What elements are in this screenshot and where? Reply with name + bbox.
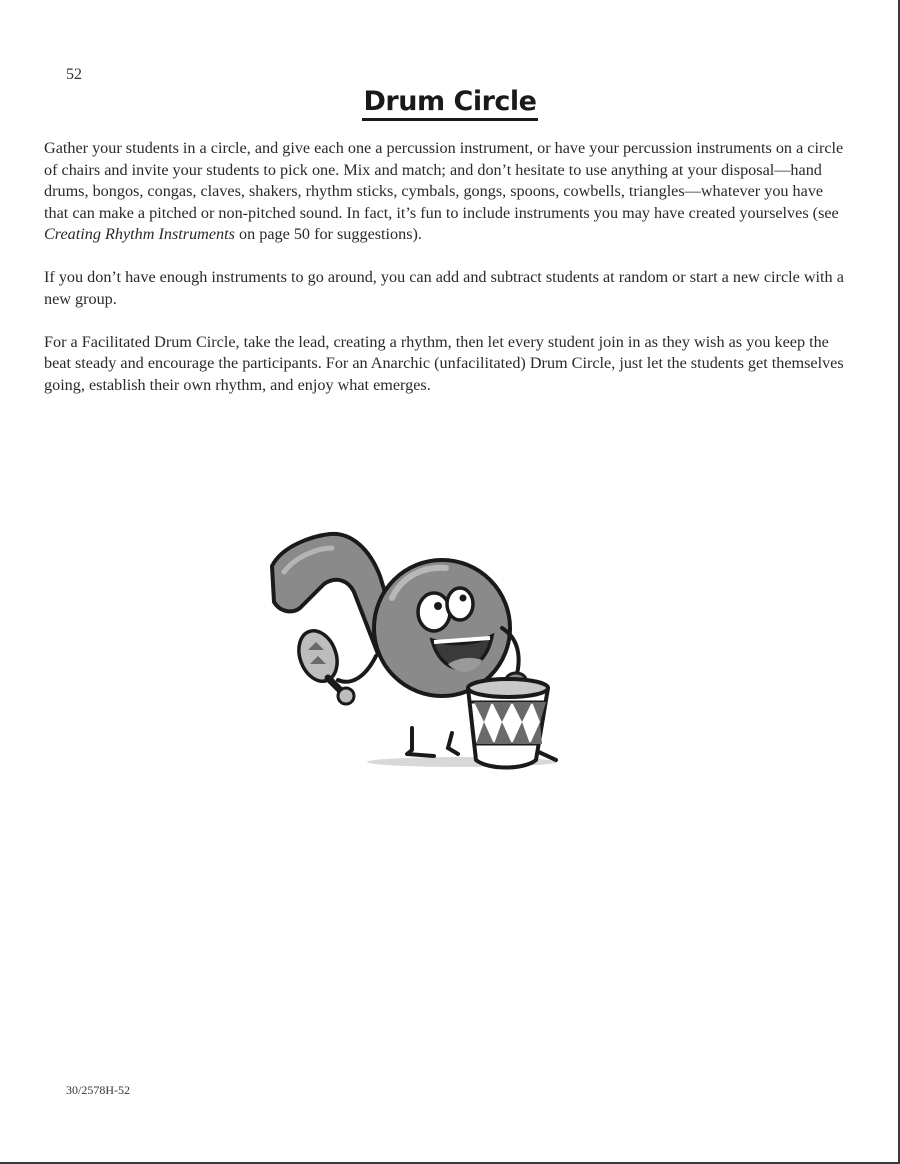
- paragraph-3: For a Facilitated Drum Circle, take the lead, creating a rhythm, then let every student join in as they wish as you keep the beat steady and encourage the participants. For an Anarchic (unfacilitated) Drum Circle, just let the students get themselves going, establish their own rhythm, and enjoy what emerges.: [44, 332, 844, 394]
- left-arm: [338, 656, 376, 682]
- right-leg: [448, 733, 458, 754]
- paragraph-1-italic-title: Creating Rhythm Instruments: [44, 225, 235, 243]
- music-note-drummer-illustration: [262, 528, 562, 784]
- footer-code: 30/2578H-52: [66, 1083, 130, 1097]
- right-eye: [447, 588, 473, 620]
- paragraph-1-text-a: Gather your students in a circle, and give each one a percussion instrument, or have your percussion instruments on a circle of chairs and invite your students to pick one. Mix and match; and don’t hesitate to use anything at your disposal—hand drums, bongos, congas, claves, shakers, rhythm sticks, cymbals, gongs, spoons, cowbells, triangles—whatever you have that can make a pitched or non-pitched sound. In fact, it’s fun to include instruments you may have created yourselves (see: [44, 139, 844, 222]
- maraca-handle-end: [338, 688, 354, 704]
- paragraph-2: If you don’t have enough instruments to go around, you can add and subtract students at random or start a new circle with a new group.: [44, 268, 844, 308]
- right-pupil: [460, 595, 467, 602]
- left-pupil: [434, 602, 442, 610]
- left-leg: [407, 728, 434, 756]
- page-title-text: Drum Circle: [362, 86, 539, 121]
- left-eye: [418, 593, 450, 631]
- page-title: [0, 86, 900, 117]
- drum-head: [468, 679, 548, 697]
- body-text: [44, 138, 844, 418]
- drum-body: [468, 688, 548, 768]
- page-number: 52: [66, 66, 82, 83]
- paragraph-1-text-b: on page 50 for suggestions).: [234, 225, 422, 243]
- paragraph-1: [44, 138, 844, 246]
